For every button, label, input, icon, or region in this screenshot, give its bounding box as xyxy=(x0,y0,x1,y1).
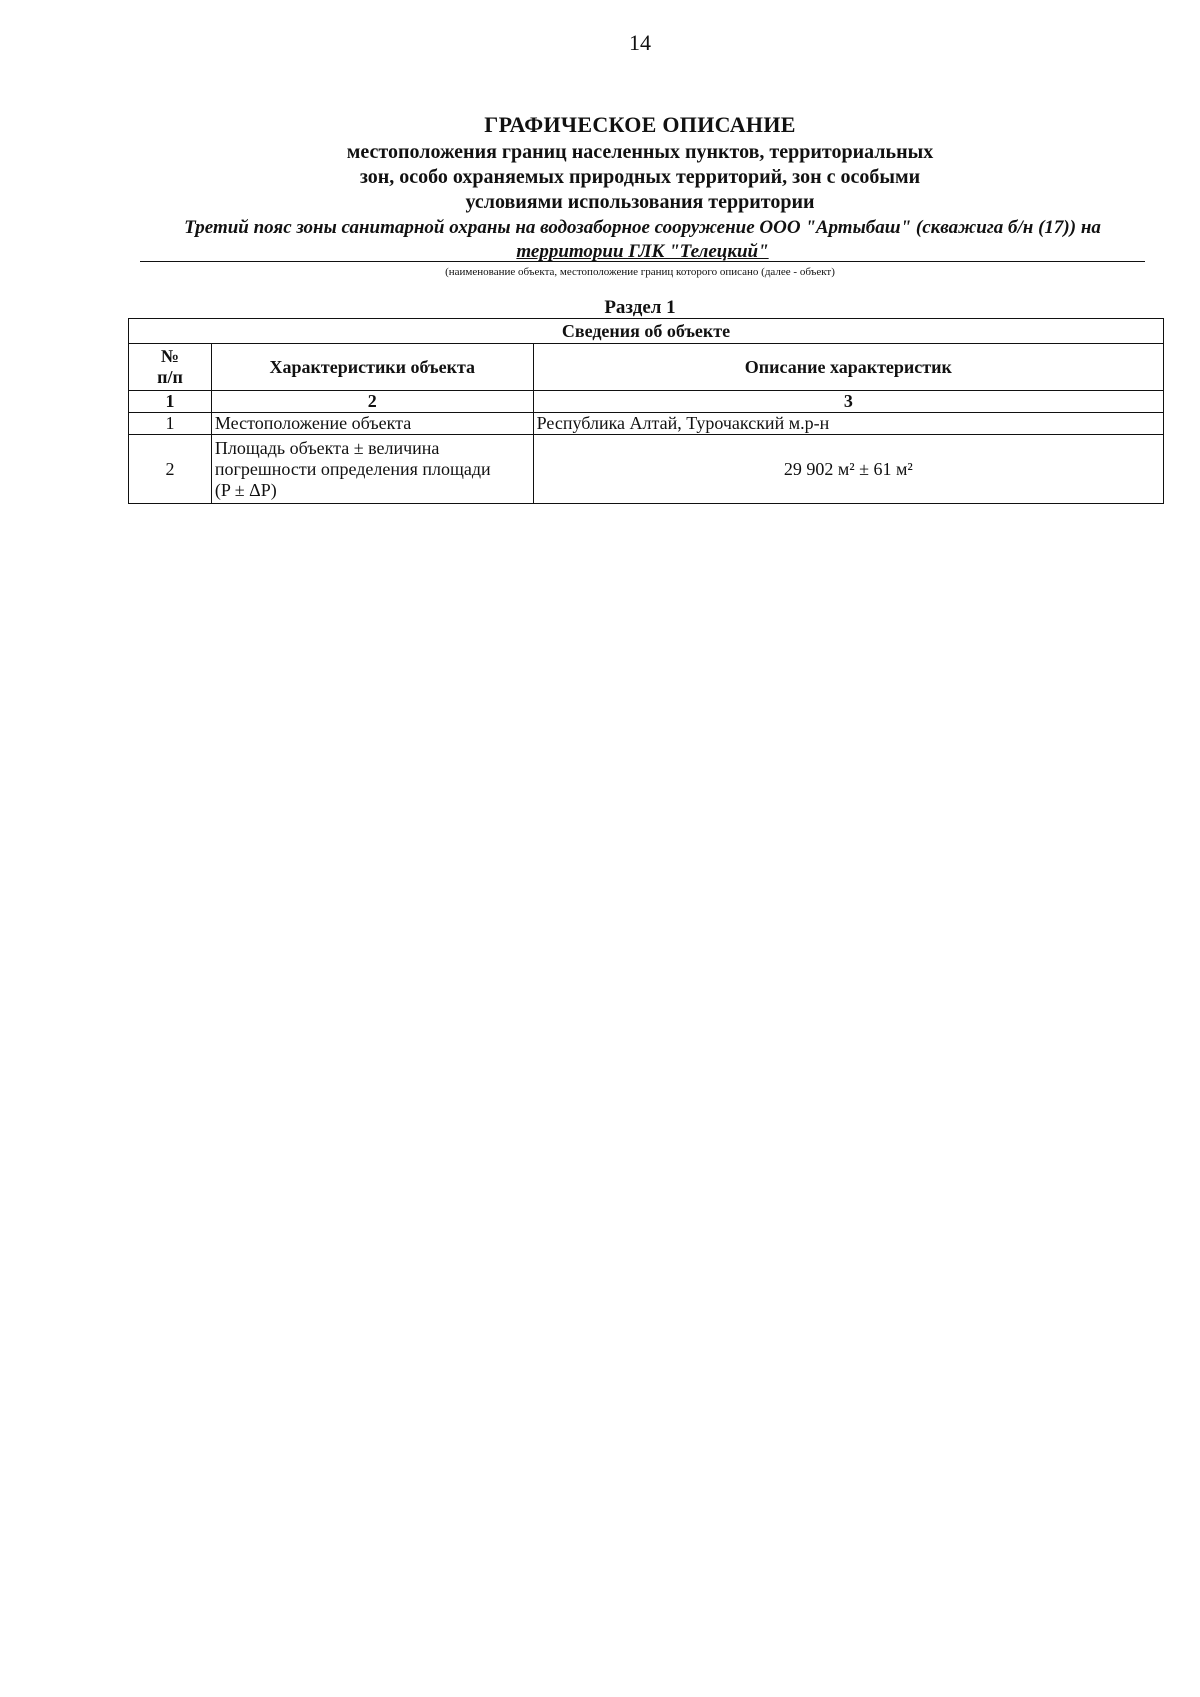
table-caption: Сведения об объекте xyxy=(129,319,1164,344)
column-number: 2 xyxy=(211,391,533,413)
subtitle-line: условиями использования территории xyxy=(465,191,815,213)
row-characteristic xyxy=(211,435,533,504)
object-name-line: территории ГЛК "Телецкий" xyxy=(516,241,769,262)
object-name-line: Третий пояс зоны санитарной охраны на водозаборное сооружение ООО "Артыбаш" (скважига б/н (17)) на xyxy=(184,217,1101,238)
document-title: ГРАФИЧЕСКОЕ ОПИСАНИЕ xyxy=(484,112,796,137)
table-caption-row xyxy=(129,319,1164,344)
row-characteristic: Местоположение объекта xyxy=(211,413,533,435)
column-number: 3 xyxy=(533,391,1163,413)
column-number-row xyxy=(129,391,1164,413)
table-row xyxy=(129,413,1164,435)
row-num: 2 xyxy=(129,435,212,504)
characteristic-line: Площадь объекта ± величина xyxy=(214,437,440,458)
header-num-label: п/п xyxy=(157,367,183,387)
object-name-rule xyxy=(140,261,1145,262)
characteristic-line: (P ± ΔP) xyxy=(214,479,277,500)
header-characteristics: Характеристики объекта xyxy=(211,344,533,391)
subtitle-line: зон, особо охраняемых природных территорий, зон с особыми xyxy=(359,166,921,188)
object-name xyxy=(140,216,1145,264)
table-row xyxy=(129,435,1164,504)
header-num xyxy=(129,344,212,391)
row-description: Республика Алтай, Турочакский м.р-н xyxy=(533,413,1163,435)
header-num-symbol: № xyxy=(160,346,179,366)
object-caption: (наименование объекта, местоположение границ которого описано (далее - объект) xyxy=(445,266,835,278)
header-description: Описание характеристик xyxy=(533,344,1163,391)
row-num: 1 xyxy=(129,413,212,435)
characteristic-line: погрешности определения площади xyxy=(214,458,491,479)
table-header-row xyxy=(129,344,1164,391)
document-subtitle xyxy=(0,140,1200,215)
object-info-table xyxy=(128,318,1164,504)
section-title: Раздел 1 xyxy=(604,297,676,318)
page-number: 14 xyxy=(629,30,651,55)
subtitle-line: местоположения границ населенных пунктов, территориальных xyxy=(346,141,934,163)
column-number: 1 xyxy=(129,391,212,413)
row-description: 29 902 м² ± 61 м² xyxy=(533,435,1163,504)
